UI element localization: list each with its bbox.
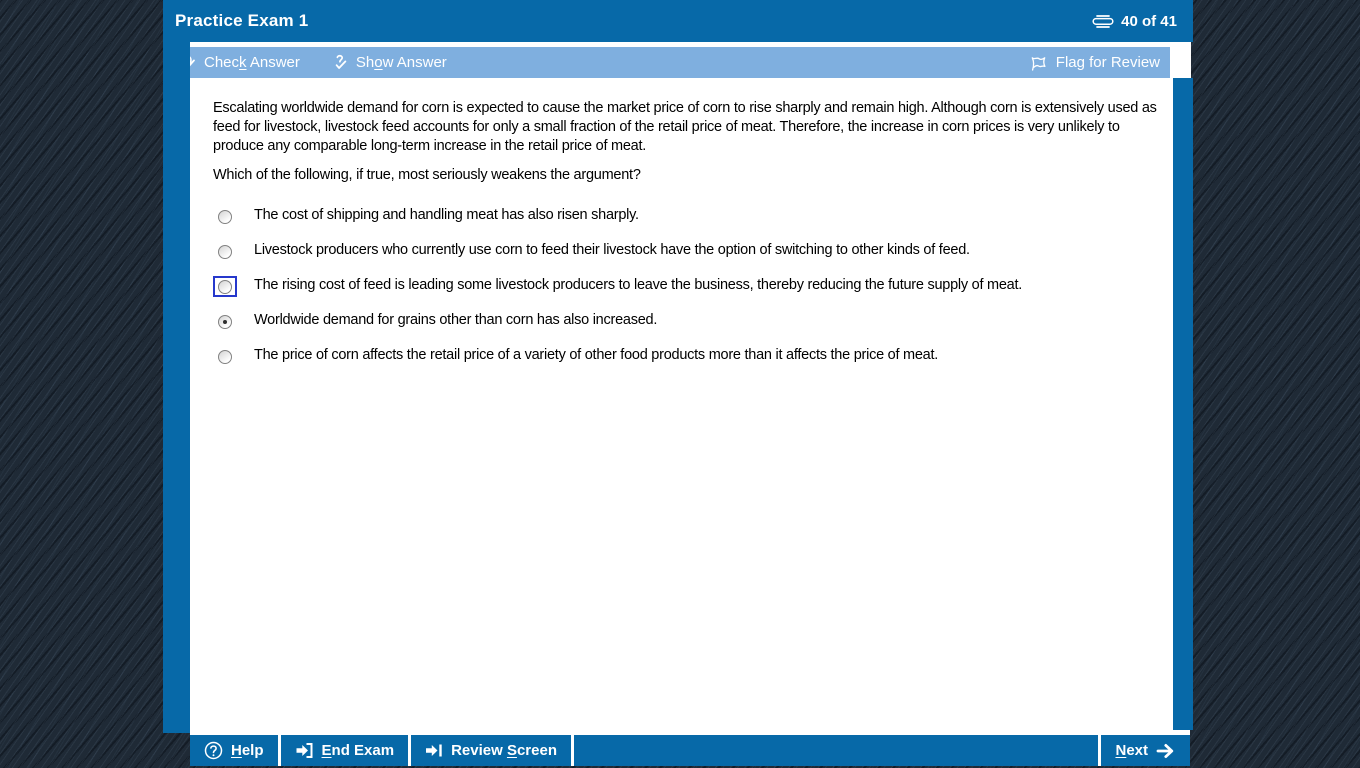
page-title: Practice Exam 1 [175,11,309,30]
toolbar [170,47,1170,78]
window-right-frame [1173,78,1193,730]
answer-option-1-text: The cost of shipping and handling meat has also risen sharply. [254,207,639,223]
check-answer-button[interactable] [180,54,300,71]
focus-outline [213,276,237,297]
answer-option-5[interactable] [213,346,1158,367]
question-panel [190,78,1173,730]
footer-bar [190,735,1190,766]
radio-button-5[interactable] [218,350,232,364]
help-icon [204,741,223,760]
review-screen-icon [425,742,443,759]
show-answer-label: Show Answer [355,54,447,71]
title-bar [163,0,1193,42]
next-arrow-icon [1156,743,1176,759]
help-label: Help [231,742,264,759]
radio-button-3[interactable] [218,280,232,294]
end-exam-icon [295,742,314,759]
review-screen-label: Review Screen [451,742,557,759]
answer-option-3[interactable] [213,276,1158,297]
answer-option-4[interactable] [213,311,1158,332]
question-counter [1092,13,1177,30]
flag-for-review-button[interactable] [1029,54,1160,72]
answer-options [213,206,1158,367]
question-counter-label: 40 of 41 [1121,12,1177,30]
window-left-frame [163,42,190,733]
answer-option-4-text: Worldwide demand for grains other than corn has also increased. [254,312,658,328]
help-button[interactable] [190,735,278,766]
review-screen-button[interactable] [411,735,571,766]
question-prompt: Which of the following, if true, most seriously weakens the argument? [213,167,641,183]
show-answer-button[interactable] [332,54,447,71]
exam-window [163,0,1193,768]
show-answer-icon [332,54,349,71]
next-button[interactable] [1101,735,1190,766]
next-label: Next [1115,742,1148,759]
answer-option-3-text: The rising cost of feed is leading some livestock producers to leave the business, thereby reducing the future supply of meat. [254,277,1023,293]
radio-button-2[interactable] [218,245,232,259]
footer-spacer [574,735,1098,766]
end-exam-label: End Exam [321,742,395,759]
toolbar-right-spacer [1170,47,1191,78]
flag-for-review-label: Flag for Review [1055,54,1160,71]
answer-option-5-text: The price of corn affects the retail price of a variety of other food products more than it affects the price of meat. [254,347,939,363]
radio-button-1[interactable] [218,210,232,224]
end-exam-button[interactable] [281,735,409,766]
answer-option-2-text: Livestock producers who currently use corn to feed their livestock have the option of switching to other kinds of feed. [254,242,970,258]
flag-icon [1029,54,1049,72]
radio-button-4[interactable] [218,315,232,329]
pages-icon [1092,14,1114,29]
question-stimulus: Escalating worldwide demand for corn is expected to cause the market price of corn to rise sharply and remain high. Although corn is extensively used as feed for livestock, livestock feed accounts for only a small fraction of the retail price of meat. Therefore, the increase in corn prices is very unlikely to produce any comparable long-term increase in the retail price of meat. [213,100,1157,154]
answer-option-2[interactable] [213,241,1158,262]
check-answer-label: Check Answer [204,54,300,71]
answer-option-1[interactable] [213,206,1158,227]
